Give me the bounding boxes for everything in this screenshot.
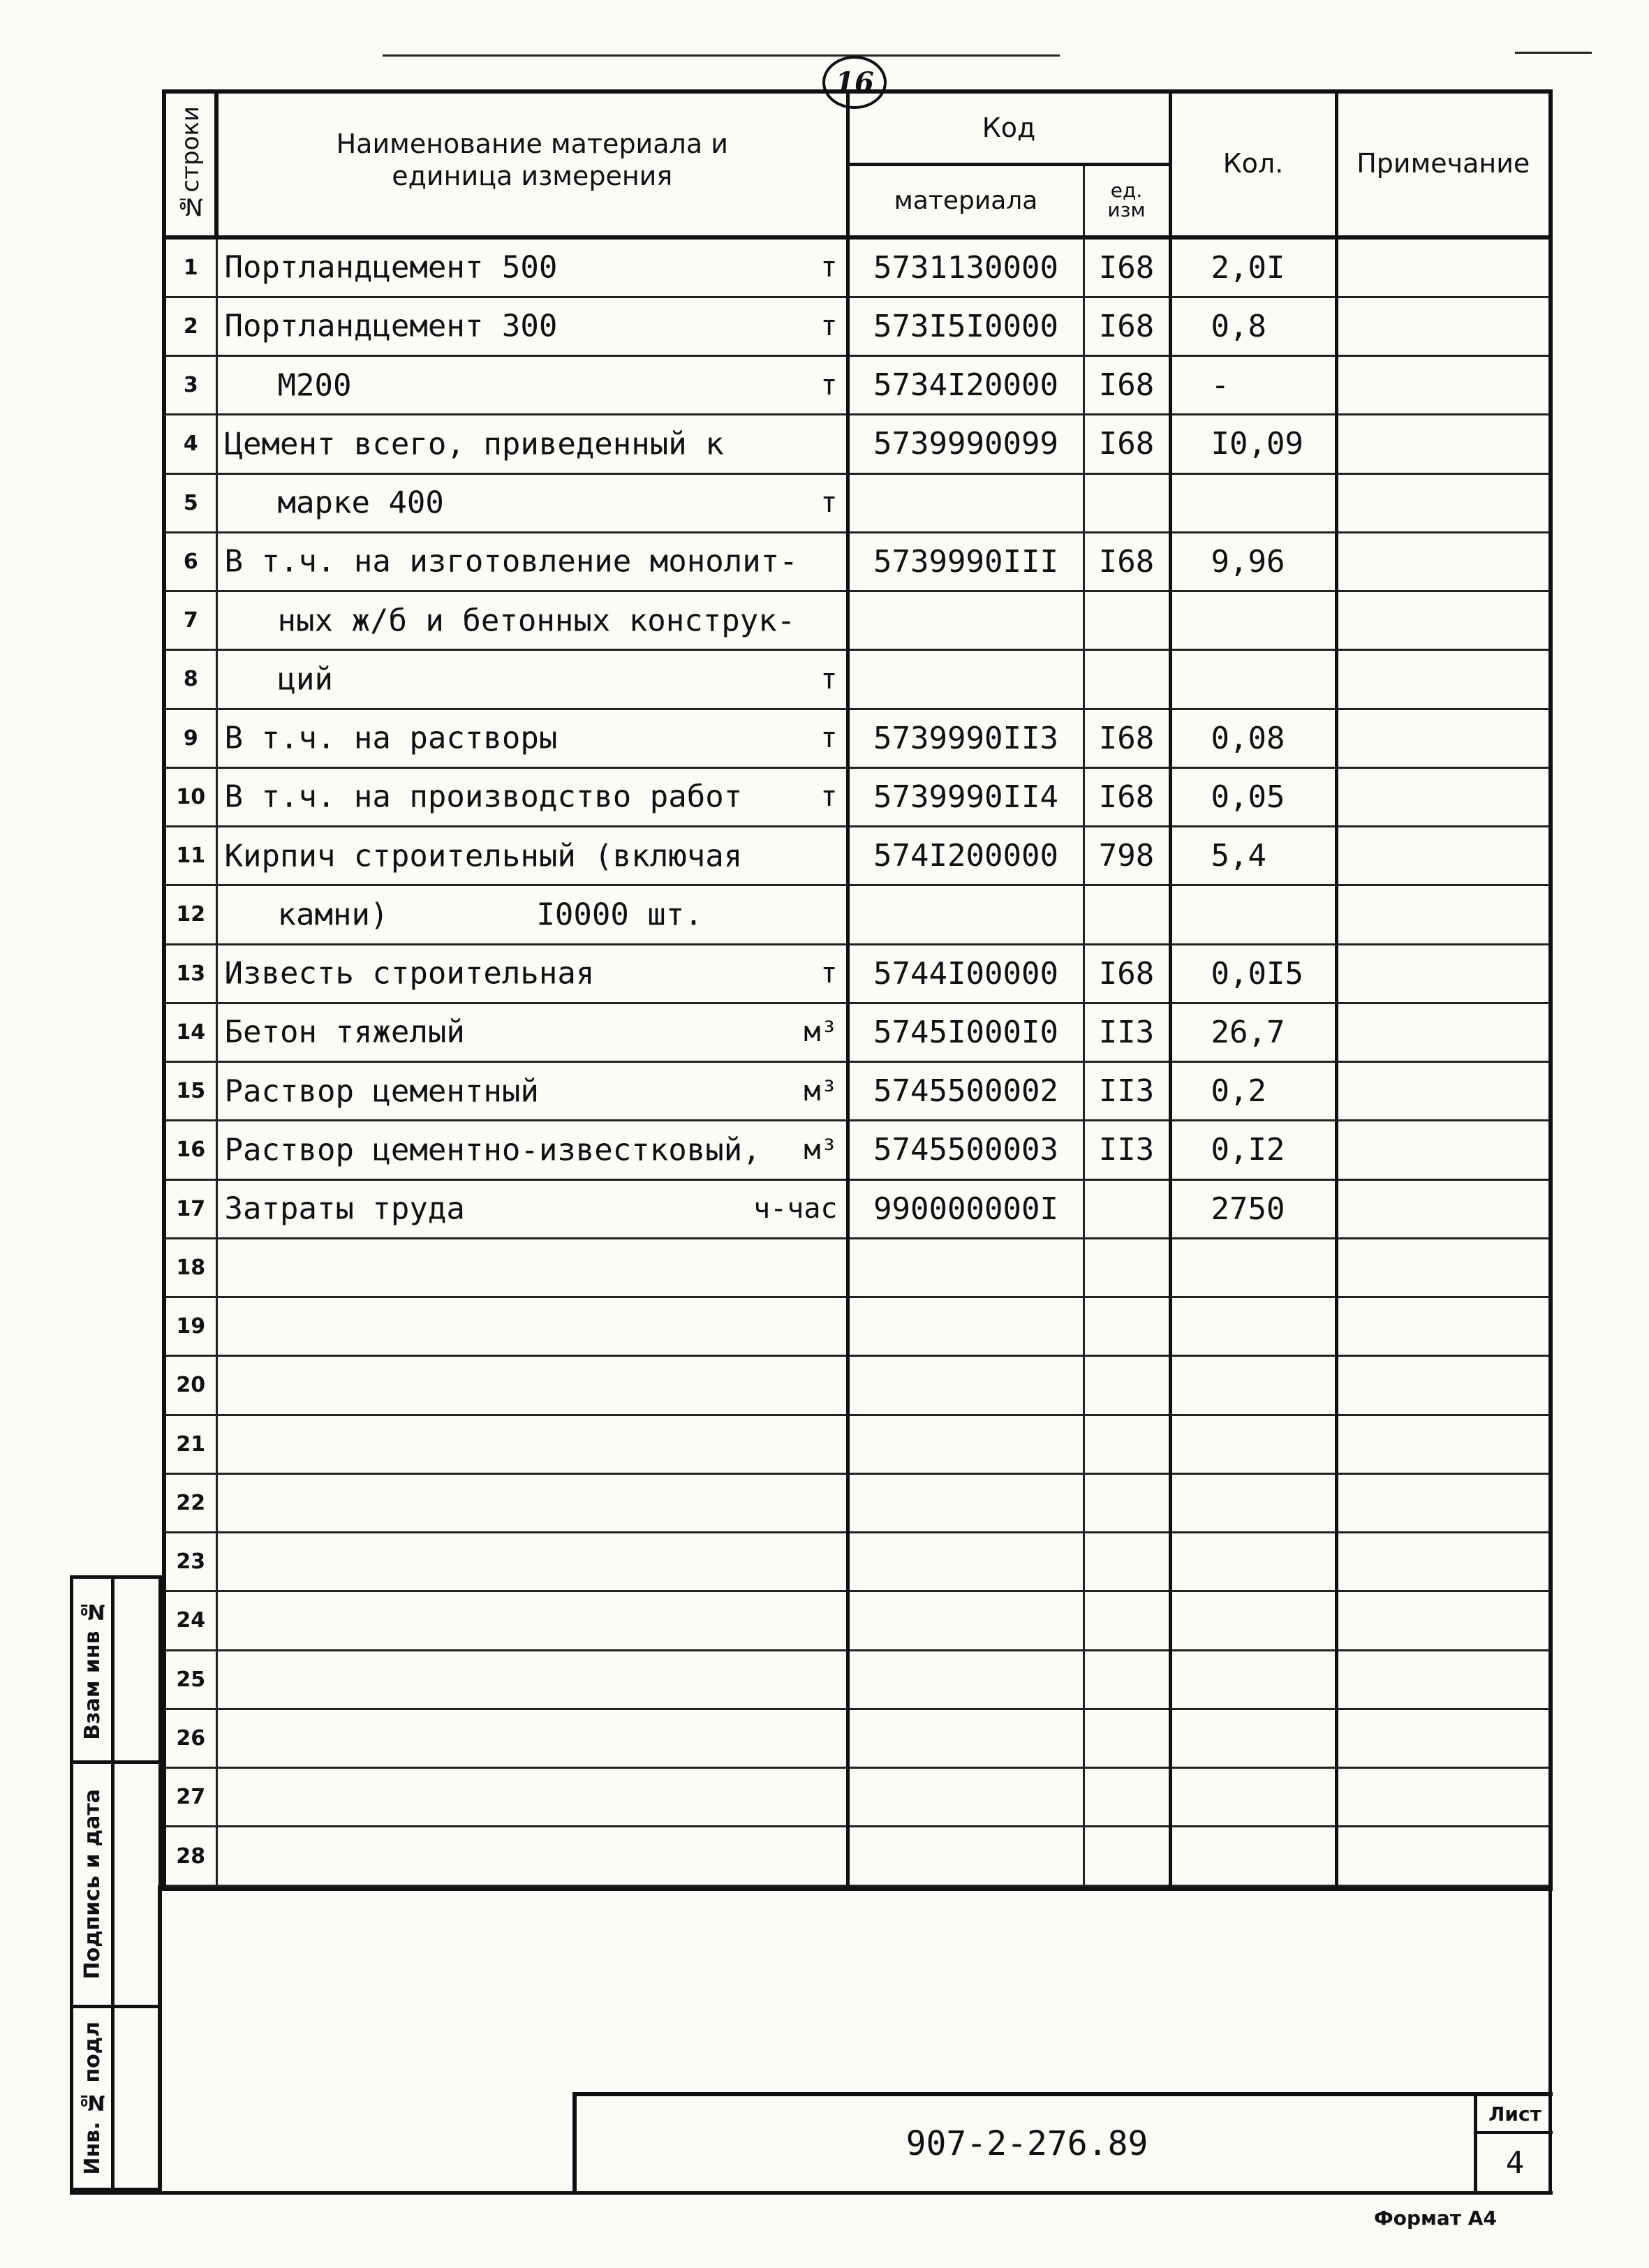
table-row [166,1062,1548,1121]
stamp-vzam-inv [70,1575,114,1764]
unit-code [1084,650,1170,709]
quantity: 2,0I [1170,237,1336,297]
material-code: 5745500002 [848,1062,1084,1121]
material-code: 5734I20000 [848,356,1084,415]
material-code [848,1533,1084,1591]
row-number: 12 [166,885,216,944]
stamp-side-box-2 [111,1760,162,2008]
quantity [1170,1533,1336,1591]
header-note [1336,94,1548,237]
unit-code: 798 [1084,827,1170,885]
material-unit: т [820,487,838,520]
quantity [1170,1709,1336,1767]
material-code: 5731130000 [848,237,1084,297]
table-row [166,1650,1548,1709]
quantity: 0,05 [1170,767,1336,826]
unit-code: I68 [1084,767,1170,826]
material-name-cell [216,473,848,532]
quantity: 26,7 [1170,1003,1336,1061]
table-row [166,1415,1548,1473]
material-name: В т.ч. на производство работ [224,779,743,815]
unit-code [1084,1415,1170,1473]
material-code [848,473,1084,532]
table-row [166,1297,1548,1356]
row-number: 7 [166,591,216,650]
material-code [848,1827,1084,1886]
material-code: 5745500003 [848,1121,1084,1179]
quantity: - [1170,356,1336,415]
quantity [1170,1591,1336,1650]
table-row [166,1473,1548,1532]
material-name: Портландцемент 300 [224,308,558,344]
material-name-cell [216,237,848,297]
unit-code: I68 [1084,297,1170,355]
row-number: 13 [166,944,216,1003]
unit-code: I68 [1084,709,1170,767]
quantity: 0,8 [1170,297,1336,355]
material-code [848,1356,1084,1415]
row-number: 10 [166,767,216,826]
note [1336,237,1548,297]
stamp-vzam-inv-label: Взам инв № [80,1599,105,1740]
unit-code: II3 [1084,1062,1170,1121]
header-code-unit [1084,164,1170,237]
header-name-label: Наименование материала и единица измерения [336,128,728,191]
row-number: 28 [166,1827,216,1886]
row-number: 17 [166,1179,216,1238]
material-code: 5739990099 [848,415,1084,473]
note [1336,1473,1548,1532]
unit-code: II3 [1084,1003,1170,1061]
note [1336,1297,1548,1356]
quantity [1170,1415,1336,1473]
quantity [1170,1297,1336,1356]
quantity: 2750 [1170,1179,1336,1238]
quantity: I0,09 [1170,415,1336,473]
unit-code [1084,591,1170,650]
unit-code [1084,885,1170,944]
table-row [166,415,1548,473]
row-number: 14 [166,1003,216,1061]
row-number: 6 [166,532,216,591]
table-row [166,885,1548,944]
note [1336,1827,1548,1886]
material-name: марке 400 [277,485,444,521]
material-name-cell [216,1297,848,1356]
page-marker: 16 [835,66,874,99]
unit-code [1084,1473,1170,1532]
note [1336,1533,1548,1591]
table-row [166,650,1548,709]
table-row [166,1121,1548,1179]
unit-code [1084,1179,1170,1238]
material-name-cell [216,1768,848,1827]
header-name [216,94,848,237]
material-name: Портландцемент 500 [224,249,558,286]
table-row [166,709,1548,767]
unit-code: I68 [1084,944,1170,1003]
table-row [166,1709,1548,1767]
note [1336,1356,1548,1415]
note [1336,885,1548,944]
material-name-cell [216,1533,848,1591]
material-name-cell [216,1179,848,1238]
header-note-label: Примечание [1356,148,1530,179]
row-number: 8 [166,650,216,709]
top-rule-line [383,54,1060,57]
quantity [1170,1238,1336,1297]
unit-code [1084,1650,1170,1709]
table-row [166,944,1548,1003]
header-qty [1170,94,1336,237]
note [1336,1650,1548,1709]
table-row [166,297,1548,355]
material-name: В т.ч. на изготовление монолит- [224,543,798,580]
note [1336,1121,1548,1179]
header-row-number-label: №строки [176,105,205,221]
material-unit: т [820,310,838,343]
title-block [572,2092,1553,2191]
note [1336,297,1548,355]
table-row [166,473,1548,532]
material-code [848,1415,1084,1473]
material-name-cell [216,827,848,885]
quantity [1170,885,1336,944]
material-code [848,1473,1084,1532]
row-number: 9 [166,709,216,767]
material-name: М200 [277,367,352,404]
row-number: 2 [166,297,216,355]
note [1336,767,1548,826]
table-row [166,356,1548,415]
unit-code [1084,1356,1170,1415]
material-code [848,1650,1084,1709]
table-row [166,1827,1548,1886]
table-row [166,1179,1548,1238]
material-name-cell [216,1473,848,1532]
stamp-side-box-1 [111,1575,162,1764]
row-number: 16 [166,1121,216,1179]
material-name-cell [216,1827,848,1886]
table-row [166,1356,1548,1415]
material-name-cell [216,1356,848,1415]
quantity: 0,0I5 [1170,944,1336,1003]
unit-code [1084,1533,1170,1591]
table-row [166,237,1548,297]
material-code [848,650,1084,709]
quantity: 0,I2 [1170,1121,1336,1179]
material-code: 5745I000I0 [848,1003,1084,1061]
note [1336,356,1548,415]
note [1336,1591,1548,1650]
material-name: Бетон тяжелый [224,1014,465,1050]
unit-code [1084,1238,1170,1297]
material-code: 574I200000 [848,827,1084,885]
note [1336,827,1548,885]
material-name-cell [216,767,848,826]
table-row [166,591,1548,650]
header-code [848,94,1170,164]
row-number: 25 [166,1650,216,1709]
quantity: 9,96 [1170,532,1336,591]
material-name-cell [216,1003,848,1061]
material-name-cell [216,650,848,709]
material-name: Раствор цементный [224,1073,539,1110]
material-unit: т [820,781,838,813]
top-rule-line-right [1515,52,1592,54]
row-number: 21 [166,1415,216,1473]
material-name: ций [277,661,333,698]
table-row [166,827,1548,885]
row-number: 23 [166,1533,216,1591]
material-name-cell [216,297,848,355]
note [1336,473,1548,532]
frame-bottom-line [70,2191,1553,2195]
note [1336,1179,1548,1238]
material-unit: м³ [804,1133,838,1166]
unit-code: I68 [1084,237,1170,297]
row-number: 5 [166,473,216,532]
material-unit: т [820,369,838,402]
header-code-material-label: материала [894,186,1038,215]
material-name-cell [216,1121,848,1179]
material-code: 990000000I [848,1179,1084,1238]
unit-code [1084,1709,1170,1767]
materials-table [162,89,1553,1891]
unit-code: I68 [1084,415,1170,473]
quantity [1170,1356,1336,1415]
table-row [166,1238,1548,1297]
stamp-inv-podl-label: Инв. № подл [80,2021,105,2175]
material-code [848,1768,1084,1827]
material-name-cell [216,944,848,1003]
margin-stamp [70,1575,162,2190]
material-unit: т [820,722,838,755]
table-row [166,1533,1548,1591]
note [1336,1415,1548,1473]
header-code-unit-label: ед. изм [1107,179,1146,222]
note [1336,1709,1548,1767]
quantity [1170,1827,1336,1886]
material-code: 5739990II4 [848,767,1084,826]
material-code: 5739990II3 [848,709,1084,767]
unit-code [1084,473,1170,532]
row-number: 4 [166,415,216,473]
unit-code [1084,1591,1170,1650]
material-name: Цемент всего, приведенный к [224,426,724,462]
sheet-number: 4 [1505,2144,1525,2181]
material-unit: м³ [804,1075,838,1107]
unit-code [1084,1768,1170,1827]
material-name-cell [216,709,848,767]
quantity: 0,08 [1170,709,1336,767]
material-code [848,591,1084,650]
material-name: Кирпич строительный (включая [224,838,743,874]
stamp-podpis-data-label: Подпись и дата [80,1789,105,1980]
material-code [848,1238,1084,1297]
material-name: В т.ч. на растворы [224,720,558,756]
table-row [166,1591,1548,1650]
quantity [1170,1768,1336,1827]
material-name: камни) I0000 шт. [277,897,703,933]
table-row [166,1768,1548,1827]
row-number: 1 [166,237,216,297]
document-number: 907-2-276.89 [905,2124,1148,2163]
material-code: 573I5I0000 [848,297,1084,355]
header-qty-label: Кол. [1222,148,1284,179]
table-row [166,1003,1548,1061]
unit-code: I68 [1084,356,1170,415]
material-name-cell [216,1062,848,1121]
row-number: 27 [166,1768,216,1827]
note [1336,944,1548,1003]
quantity [1170,1473,1336,1532]
quantity [1170,473,1336,532]
format-label: Формат А4 [1374,2207,1497,2230]
row-number: 24 [166,1591,216,1650]
material-unit: м³ [804,1016,838,1049]
header-code-label: Код [982,112,1036,143]
material-unit: ч-час [753,1193,838,1225]
material-name-cell [216,885,848,944]
material-name-cell [216,532,848,591]
material-code: 5744I00000 [848,944,1084,1003]
note [1336,591,1548,650]
quantity [1170,1650,1336,1709]
material-name: Затраты труда [224,1191,465,1227]
sheet-label: Лист [1477,2096,1553,2134]
material-name-cell [216,591,848,650]
material-code [848,1709,1084,1767]
material-name-cell [216,415,848,473]
note [1336,650,1548,709]
table-row [166,767,1548,826]
stamp-inv-podl [70,2005,114,2191]
row-number: 11 [166,827,216,885]
material-name: Раствор цементно-известковый, [224,1132,761,1168]
unit-code [1084,1297,1170,1356]
note [1336,1003,1548,1061]
material-code [848,885,1084,944]
header-row-number [166,94,216,237]
material-name-cell [216,356,848,415]
material-unit: т [820,957,838,990]
note [1336,1238,1548,1297]
row-number: 22 [166,1473,216,1532]
note [1336,415,1548,473]
material-name: Известь строительная [224,955,595,992]
material-name-cell [216,1650,848,1709]
material-name: ных ж/б и бетонных конструк- [277,603,796,639]
materials-grid [166,94,1548,1887]
table-row [166,532,1548,591]
row-number: 18 [166,1238,216,1297]
unit-code [1084,1827,1170,1886]
quantity: 5,4 [1170,827,1336,885]
note [1336,1768,1548,1827]
unit-code: II3 [1084,1121,1170,1179]
material-name-cell [216,1591,848,1650]
quantity [1170,591,1336,650]
material-code [848,1591,1084,1650]
material-name-cell [216,1415,848,1473]
material-unit: т [820,663,838,695]
material-unit: т [820,251,838,284]
material-name-cell [216,1238,848,1297]
material-name-cell [216,1709,848,1767]
note [1336,709,1548,767]
quantity: 0,2 [1170,1062,1336,1121]
material-code [848,1297,1084,1356]
unit-code: I68 [1084,532,1170,591]
note [1336,1062,1548,1121]
quantity [1170,650,1336,709]
row-number: 20 [166,1356,216,1415]
stamp-side-box-3 [111,2005,162,2191]
row-number: 19 [166,1297,216,1356]
row-number: 3 [166,356,216,415]
sheet-box [1474,2096,1553,2191]
row-number: 15 [166,1062,216,1121]
note [1336,532,1548,591]
stamp-podpis-data [70,1760,114,2008]
row-number: 26 [166,1709,216,1767]
material-code: 5739990III [848,532,1084,591]
header-code-material [848,164,1084,237]
